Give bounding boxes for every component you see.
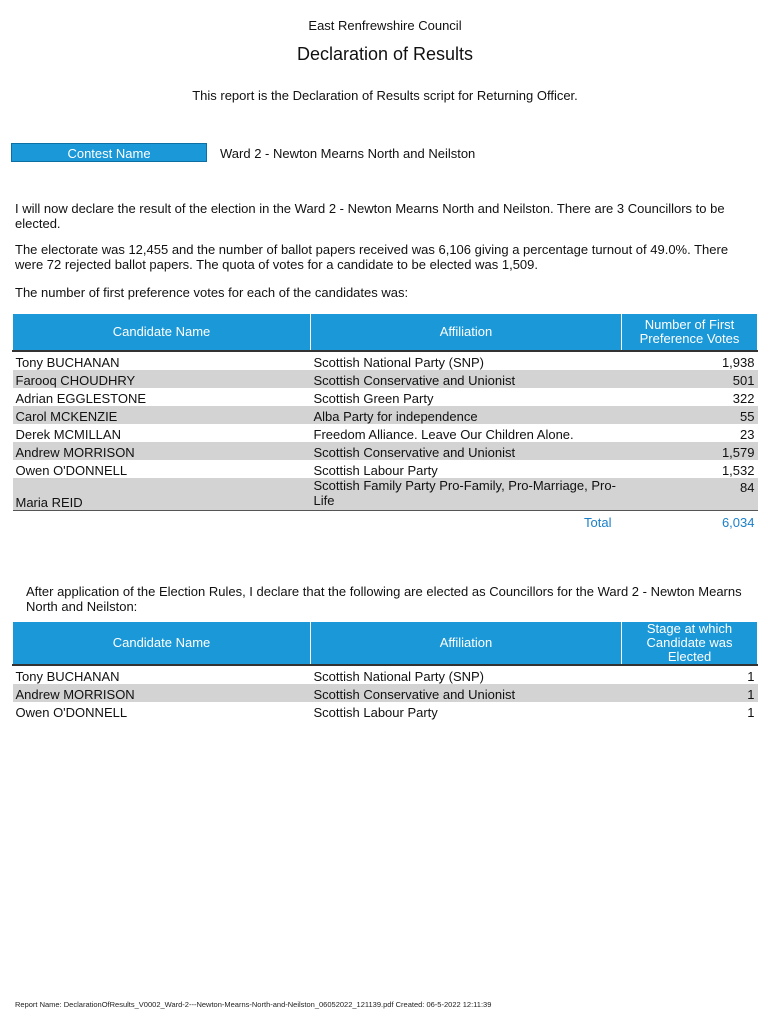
candidate-affiliation: Scottish Labour Party bbox=[313, 463, 438, 478]
candidate-affiliation: Scottish Family Party Pro-Family, Pro-Marriage, Pro-Life bbox=[311, 478, 622, 511]
candidate-name: Farooq CHOUDHRY bbox=[13, 370, 311, 388]
candidate-name: Maria REID bbox=[13, 478, 311, 511]
candidate-affiliation: Scottish Conservative and Unionist bbox=[311, 442, 622, 460]
candidate-votes: 322 bbox=[732, 391, 755, 406]
elected-name: Owen O'DONNELL bbox=[15, 705, 128, 720]
first-preference-votes-table bbox=[12, 313, 758, 533]
candidate-votes: 23 bbox=[740, 427, 755, 442]
report-footer: Report Name: DeclarationOfResults_V0002_Ward-2---Newton-Mearns-North-and-Neilston_06052022_121139.pdf Created: 06-5-2022 12:11:39 bbox=[15, 1000, 492, 1009]
contest-name-value: Ward 2 - Newton Mearns North and Neilston bbox=[220, 146, 476, 161]
elected-affiliation: Scottish Labour Party bbox=[313, 705, 438, 720]
header-affiliation: Affiliation bbox=[311, 314, 622, 352]
table-row bbox=[13, 424, 758, 442]
candidate-affiliation: Freedom Alliance. Leave Our Children Alone. bbox=[313, 427, 574, 442]
table-row bbox=[13, 442, 758, 460]
table-row bbox=[13, 351, 758, 370]
candidate-affiliation: Scottish National Party (SNP) bbox=[313, 355, 485, 370]
candidate-votes: 1,579 bbox=[622, 442, 758, 460]
contest-name-label: Contest Name bbox=[11, 143, 207, 162]
candidate-votes: 1,532 bbox=[721, 463, 755, 478]
total-row bbox=[13, 511, 758, 534]
candidate-votes: 84 bbox=[622, 478, 758, 511]
table-row bbox=[13, 460, 758, 478]
candidate-votes: 1,938 bbox=[721, 355, 755, 370]
electorate-paragraph: The electorate was 12,455 and the number of ballot papers received was 6,106 giving a percentage turnout of 49.0%. There were 72 rejected ballot papers. The quota of votes for a candidate to be elected was 1,509. bbox=[15, 242, 729, 272]
elected-affiliation: Scottish National Party (SNP) bbox=[313, 669, 485, 684]
table-row bbox=[13, 406, 758, 424]
table-row bbox=[13, 702, 758, 720]
table-header-row bbox=[13, 622, 758, 666]
header-affiliation: Affiliation bbox=[311, 622, 622, 666]
elected-stage: 1 bbox=[747, 705, 755, 720]
page-subtitle: This report is the Declaration of Results script for Returning Officer. bbox=[192, 88, 578, 103]
candidate-votes: 55 bbox=[622, 406, 758, 424]
candidate-affiliation: Scottish Conservative and Unionist bbox=[311, 370, 622, 388]
header-stage-elected: Stage at which Candidate was Elected bbox=[622, 622, 758, 666]
total-value: 6,034 bbox=[622, 511, 758, 534]
declaration-paragraph: I will now declare the result of the election in the Ward 2 - Newton Mearns North and Neilston. There are 3 Councillors to be elected. bbox=[15, 201, 725, 231]
table-row bbox=[13, 665, 758, 684]
header-candidate-name: Candidate Name bbox=[13, 314, 311, 352]
candidate-name: Owen O'DONNELL bbox=[15, 463, 128, 478]
table-row bbox=[13, 370, 758, 388]
candidate-votes: 501 bbox=[622, 370, 758, 388]
table-row bbox=[13, 388, 758, 406]
first-preference-intro: The number of first preference votes for each of the candidates was: bbox=[15, 285, 409, 300]
table-row bbox=[13, 684, 758, 702]
total-label: Total bbox=[311, 511, 622, 534]
page-title: Declaration of Results bbox=[296, 44, 474, 64]
elected-affiliation: Scottish Conservative and Unionist bbox=[311, 684, 622, 702]
header-first-preference-votes: Number of First Preference Votes bbox=[622, 314, 758, 352]
elected-councillors-table bbox=[12, 621, 758, 720]
candidate-affiliation: Alba Party for independence bbox=[311, 406, 622, 424]
elected-name: Tony BUCHANAN bbox=[15, 669, 120, 684]
candidate-name: Derek MCMILLAN bbox=[15, 427, 121, 442]
elected-stage: 1 bbox=[622, 684, 758, 702]
candidate-name: Tony BUCHANAN bbox=[15, 355, 120, 370]
table-row bbox=[13, 478, 758, 511]
candidate-affiliation: Scottish Green Party bbox=[313, 391, 434, 406]
council-name: East Renfrewshire Council bbox=[308, 18, 462, 33]
total-spacer bbox=[13, 511, 311, 534]
elected-stage: 1 bbox=[747, 669, 755, 684]
candidate-name: Adrian EGGLESTONE bbox=[15, 391, 147, 406]
candidate-name: Andrew MORRISON bbox=[13, 442, 311, 460]
table-header-row bbox=[13, 314, 758, 352]
elected-intro: After application of the Election Rules, I declare that the following are elected as Councillors for the Ward 2 - Newton Mearns North and Neilston: bbox=[26, 584, 742, 614]
candidate-name: Carol MCKENZIE bbox=[13, 406, 311, 424]
elected-name: Andrew MORRISON bbox=[13, 684, 311, 702]
header-candidate-name: Candidate Name bbox=[13, 622, 311, 666]
